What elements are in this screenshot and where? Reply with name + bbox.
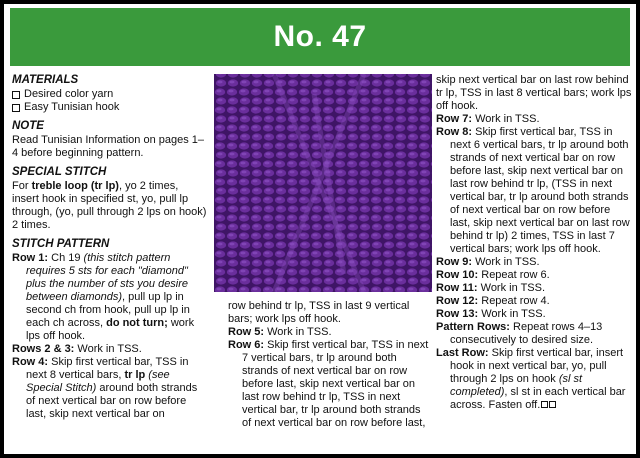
stitch-pattern-heading: STITCH PATTERN xyxy=(12,238,110,250)
checkbox-icon xyxy=(12,104,20,112)
row-7-instruction: Row 7: Work in TSS. xyxy=(436,113,540,125)
page xyxy=(4,4,636,454)
rows-2-3-instruction: Rows 2 & 3: Work in TSS. xyxy=(12,343,142,355)
knit-swatch-image xyxy=(214,74,432,292)
materials-heading: MATERIALS xyxy=(12,74,79,86)
materials-item xyxy=(12,88,208,101)
special-stitch-heading: SPECIAL STITCH xyxy=(12,166,107,178)
special-stitch-text: For treble loop (tr lp), yo 2 times, insert hook in specified st, yo, pull lp through, (yo, pull through 2 lps on hook) 2 times. xyxy=(12,180,207,231)
knit-swatch-photo xyxy=(214,74,432,292)
row-4-instruction: Row 4: Skip first vertical bar, TSS in next 8 vertical bars, tr lp (see Special Stitch) around both strands of next vertical bar on row before last, skip next vertical bar on xyxy=(12,356,198,420)
row-10-instruction: Row 10: Repeat row 6. xyxy=(436,269,550,281)
row-8-instruction: Row 8: Skip first vertical bar, TSS in next 6 vertical bars, tr lp around both strands of next vertical bar on row before last, skip next vertical bar on last row behind tr lp, (TSS in next vertical bar, tr lp around both strands of next vertical bar on row before last, skip next vertical bar on last row behind tr lp) 2 times, TSS in last 7 vertical bars; work lps off hook. xyxy=(436,126,630,255)
note-heading: NOTE xyxy=(12,120,44,132)
materials-item-text: Easy Tunisian hook xyxy=(24,101,120,113)
column-middle xyxy=(228,300,432,430)
pattern-title: No. 47 xyxy=(273,20,367,53)
row-5-instruction: Row 5: Work in TSS. xyxy=(228,326,332,338)
pattern-rows-instruction: Pattern Rows: Repeat rows 4–13 consecutively to desired size. xyxy=(436,321,603,346)
last-row-instruction: Last Row: Skip first vertical bar, insert hook in next vertical bar, yo, pull through 2 lps on hook (sl st completed), sl st in each vertical bar across. Fasten off. xyxy=(436,347,626,411)
materials-item xyxy=(12,101,208,114)
end-square-icon xyxy=(541,401,548,408)
materials-item-text: Desired color yarn xyxy=(24,88,114,100)
title-banner xyxy=(10,8,630,66)
column-right xyxy=(436,74,632,412)
end-square-icon xyxy=(549,401,556,408)
row-12-instruction: Row 12: Repeat row 4. xyxy=(436,295,550,307)
note-text: Read Tunisian Information on pages 1–4 before beginning pattern. xyxy=(12,134,205,159)
row-13-instruction: Row 13: Work in TSS. xyxy=(436,308,546,320)
row-9-instruction: Row 9: Work in TSS. xyxy=(436,256,540,268)
row-11-instruction: Row 11: Work in TSS. xyxy=(436,282,546,294)
checkbox-icon xyxy=(12,91,20,99)
row-4-continued: row behind tr lp, TSS in last 9 vertical bars; work lps off hook. xyxy=(228,300,410,325)
column-left xyxy=(12,74,208,421)
row-6-continued: skip next vertical bar on last row behind tr lp, TSS in last 8 vertical bars; work lps off hook. xyxy=(436,74,632,112)
row-6-instruction: Row 6: Skip first vertical bar, TSS in next 7 vertical bars, tr lp around both strands of next vertical bar on row before last, skip next vertical bar on last row behind tr lp, TSS in next vertical bar, tr lp around both strands of next vertical bar on row before last, xyxy=(228,339,429,429)
row-1-instruction: Row 1: Ch 19 (this stitch pattern requires 5 sts for each "diamond" plus the number of sts you desire between diamonds), pull up lp in second ch from hook, pull up lp in each ch across, do not turn; work lps off hook. xyxy=(12,252,195,342)
